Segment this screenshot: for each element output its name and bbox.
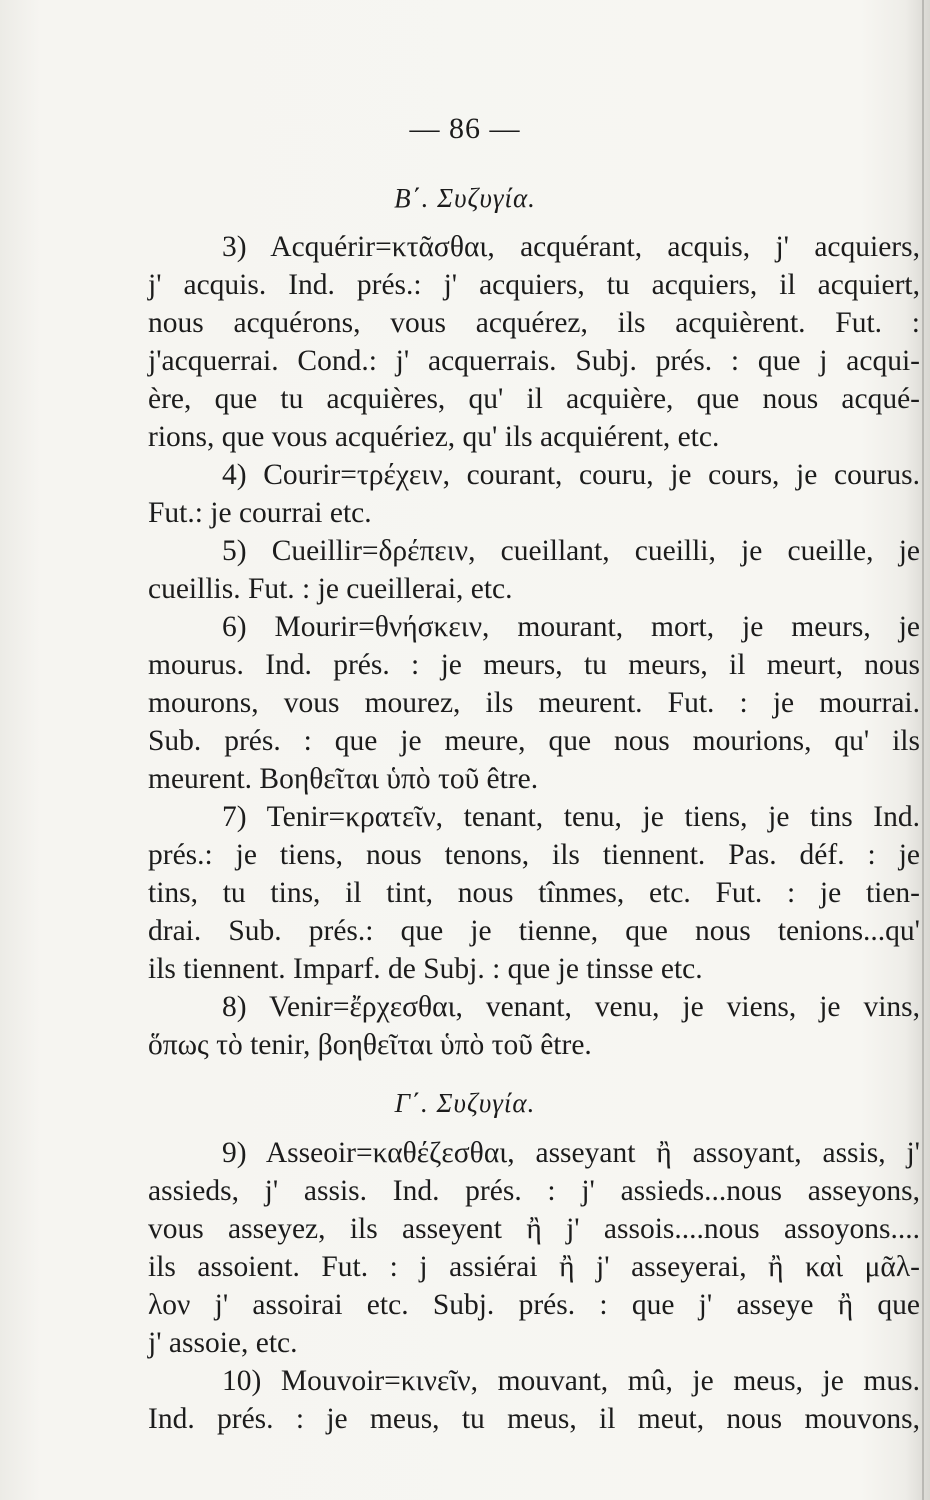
text-line: 8) Venir=ἔρχεσθαι, venant, venu, je viens, je vins, xyxy=(222,991,920,1023)
text-line: 5) Cueillir=δρέπειν, cueillant, cueilli, je cueille, je xyxy=(222,535,920,567)
text-line: 7) Tenir=κρατεῖν, tenant, tenu, je tiens, je tins Ind. xyxy=(222,801,920,833)
text-line: prés.: je tiens, nous tenons, ils tiennent. Pas. déf. : je xyxy=(148,839,920,871)
text-line: j'acquerrai. Cond.: j' acquerrais. Subj. prés. : que j acqui- xyxy=(148,345,920,377)
text-block-section-b xyxy=(148,228,920,1064)
text-line: 3) Acquérir=κτᾶσθαι, acquérant, acquis, j' acquiers, xyxy=(222,231,920,263)
text-line: ère, que tu acquières, qu' il acquière, que nous acqué- xyxy=(148,383,920,415)
text-line: rions, que vous acquériez, qu' ils acquiérent, etc. xyxy=(148,421,720,453)
text-line: mourons, vous mourez, ils meurent. Fut. : je mourrai. xyxy=(148,687,920,719)
text-line: Sub. prés. : que je meure, que nous mourions, qu' ils xyxy=(148,725,920,757)
text-line: j' assoie, etc. xyxy=(148,1327,298,1359)
text-line: 9) Asseoir=καθέζεσθαι, asseyant ἢ assoyant, assis, j' xyxy=(222,1137,920,1169)
text-line: assieds, j' assis. Ind. prés. : j' assieds...nous asseyons, xyxy=(148,1175,920,1207)
text-line: cueillis. Fut. : je cueillerai, etc. xyxy=(148,573,513,605)
page-edge-shadow xyxy=(922,0,924,1500)
section-title-b: Β΄. Συζυγία. xyxy=(394,183,536,213)
section-title-g: Γ΄. Συζυγία. xyxy=(394,1088,536,1118)
text-line: meurent. Βοηθεῖται ὑπὸ τοῦ être. xyxy=(148,763,539,795)
text-line: 4) Courir=τρέχειν, courant, couru, je cours, je courus. xyxy=(222,459,920,491)
text-line: Ind. prés. : je meus, tu meus, il meut, nous mouvons, xyxy=(148,1403,920,1435)
text-line: mourus. Ind. prés. : je meurs, tu meurs, il meurt, nous xyxy=(148,649,920,681)
text-line: λον j' assoirai etc. Subj. prés. : que j' asseye ἢ que xyxy=(148,1289,920,1321)
text-line: j' acquis. Ind. prés.: j' acquiers, tu acquiers, il acquiert, xyxy=(148,269,920,301)
text-line: drai. Sub. prés.: que je tienne, que nous tenions...qu' xyxy=(148,915,920,947)
text-line: Fut.: je courrai etc. xyxy=(148,497,372,529)
text-line: vous asseyez, ils asseyent ἢ j' assois....nous assoyons.... xyxy=(148,1213,920,1245)
text-line: nous acquérons, vous acquérez, ils acquièrent. Fut. : xyxy=(148,307,920,339)
text-line: ils tiennent. Imparf. de Subj. : que je tinsse etc. xyxy=(148,953,703,985)
text-line: ὅπως τὸ tenir, βοηθεῖται ὑπὸ τοῦ être. xyxy=(148,1029,592,1061)
text-line: 10) Mouvoir=κινεῖν, mouvant, mû, je meus, je mus. xyxy=(222,1365,920,1397)
text-line: 6) Mourir=θνήσκειν, mourant, mort, je meurs, je xyxy=(222,611,920,643)
text-block-section-g xyxy=(148,1134,920,1438)
page-number: — 86 — xyxy=(409,112,521,145)
text-line: ils assoient. Fut. : j assiérai ἢ j' asseyerai, ἢ καὶ μᾶλ- xyxy=(148,1251,920,1283)
text-line: tins, tu tins, il tint, nous tînmes, etc. Fut. : je tien- xyxy=(148,877,920,909)
